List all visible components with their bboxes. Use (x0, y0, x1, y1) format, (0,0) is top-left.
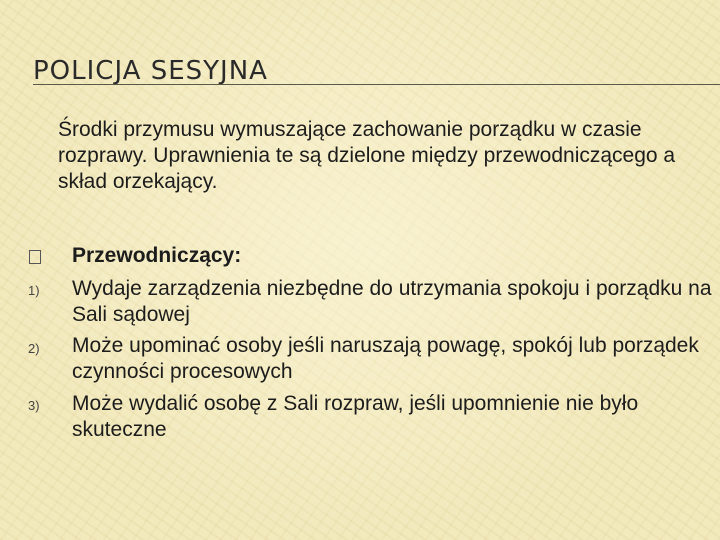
title-underline (33, 84, 720, 85)
bullet-box-icon (29, 250, 41, 264)
list-item: Może wydalić osobę z Sali rozpraw, jeśli upomnienie nie było skuteczne (72, 392, 639, 441)
list-item: Może upominać osoby jeśli naruszają powagę, spokój lub porządek czynności procesowych (72, 334, 699, 383)
slide-title: POLICJA SESYJNA (33, 56, 268, 86)
list-item: Wydaje zarządzenia niezbędne do utrzymania spokoju i porządku na Sali sądowej (72, 277, 712, 326)
list-marker: 3) (28, 398, 40, 413)
list-marker: 1) (28, 283, 40, 298)
list-marker: 2) (28, 341, 40, 356)
intro-paragraph: Środki przymusu wymuszające zachowanie porządku w czasie rozprawy. Uprawnienia te są dzielone między przewodniczącego a skład orzekający. (58, 118, 676, 193)
list-heading: Przewodniczący: (72, 244, 242, 267)
